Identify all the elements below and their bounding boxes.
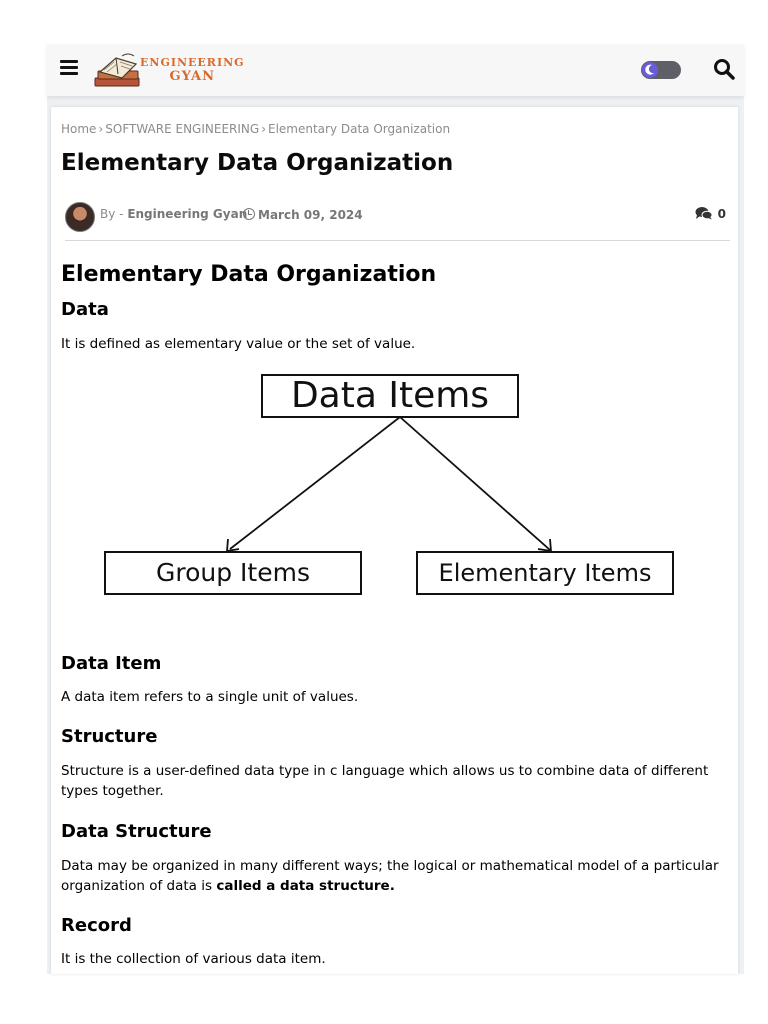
moon-icon xyxy=(642,62,658,78)
site-logo[interactable] xyxy=(92,50,245,90)
breadcrumb-separator: › xyxy=(261,122,266,136)
data-structure-text: Data may be organized in many different ways; the logical or mathematical model of a particular organization of data is xyxy=(61,858,719,894)
hamburger-menu-icon[interactable] xyxy=(60,60,78,76)
diagram-right-box: Elementary Items xyxy=(416,551,674,595)
breadcrumb-category[interactable]: SOFTWARE ENGINEERING xyxy=(105,122,260,136)
breadcrumb-current: Elementary Data Organization xyxy=(268,122,451,136)
section-text-data: It is defined as elementary value or the set of value. xyxy=(61,336,416,352)
section-title-record: Record xyxy=(61,915,132,936)
section-text-structure: Structure is a user-defined data type in c language which allows us to combine data of different types together. xyxy=(61,763,709,799)
post-title: Elementary Data Organization xyxy=(61,150,454,176)
diagram-left-box: Group Items xyxy=(104,551,362,595)
comments-count[interactable] xyxy=(695,206,726,221)
by-prefix: By - xyxy=(100,207,124,221)
section-text-data-structure xyxy=(61,856,721,896)
section-title-data-structure: Data Structure xyxy=(61,821,212,842)
section-text-data-item: A data item refers to a single unit of values. xyxy=(61,689,359,705)
dark-mode-toggle[interactable] xyxy=(641,61,681,79)
logo-line1: ENGINEERING xyxy=(140,56,245,69)
section-title-data-item: Data Item xyxy=(61,653,162,674)
breadcrumb-home[interactable]: Home xyxy=(61,122,97,136)
article-heading: Elementary Data Organization xyxy=(61,262,437,287)
post-date xyxy=(243,207,363,222)
breadcrumb xyxy=(61,122,450,136)
comments-number: 0 xyxy=(717,207,726,221)
author-avatar[interactable] xyxy=(65,202,95,232)
section-title-data: Data xyxy=(61,299,109,320)
post-date-text: March 09, 2024 xyxy=(258,208,363,222)
section-text-record: It is the collection of various data item. xyxy=(61,951,326,967)
breadcrumb-separator: › xyxy=(98,122,104,136)
diagram-root-box: Data Items xyxy=(261,374,519,418)
section-title-structure: Structure xyxy=(61,726,158,747)
books-logo-icon xyxy=(92,50,144,90)
comments-icon xyxy=(695,206,713,220)
logo-line2: GYAN xyxy=(169,69,216,84)
post-meta xyxy=(65,200,730,241)
site-header xyxy=(47,44,744,96)
clock-icon xyxy=(243,208,255,220)
data-structure-bold: called a data structure. xyxy=(216,878,395,894)
data-items-diagram xyxy=(100,368,680,603)
post-author xyxy=(100,207,247,221)
author-name[interactable]: Engineering Gyan xyxy=(127,207,248,221)
search-icon[interactable] xyxy=(713,58,735,80)
logo-wordmark xyxy=(140,56,245,84)
